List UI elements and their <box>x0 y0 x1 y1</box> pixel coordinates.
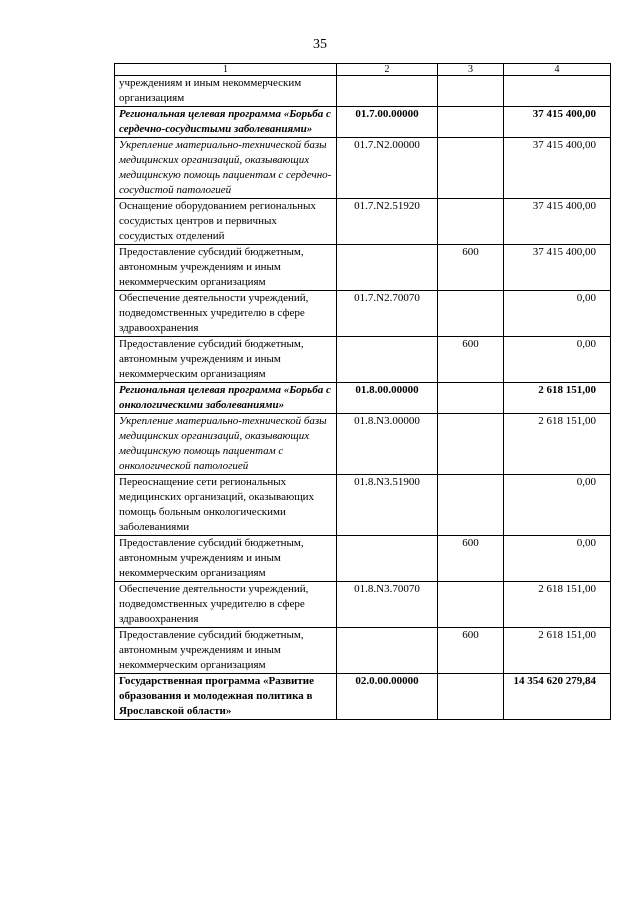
row-name-cell: Укрепление материально-технической базы медицинских организаций, оказывающих медицинскую помощь пациентам с онкологической патологией <box>115 414 337 475</box>
row-code-cell: 01.7.N2.51920 <box>337 199 438 245</box>
row-amount-cell: 0,00 <box>504 291 611 337</box>
table-row <box>115 536 611 582</box>
table-row <box>115 414 611 475</box>
row-name-cell: Предоставление субсидий бюджетным, автономным учреждениям и иным некоммерческим организациям <box>115 245 337 291</box>
table-row <box>115 628 611 674</box>
column-header-1: 1 <box>115 64 337 76</box>
row-amount-cell: 2 618 151,00 <box>504 582 611 628</box>
row-type-cell <box>438 107 504 138</box>
table-row <box>115 76 611 107</box>
row-amount-cell: 37 415 400,00 <box>504 107 611 138</box>
row-amount-cell: 2 618 151,00 <box>504 628 611 674</box>
row-name-cell: учреждениям и иным некоммерческим организациям <box>115 76 337 107</box>
column-header-3: 3 <box>438 64 504 76</box>
row-type-cell: 600 <box>438 337 504 383</box>
row-type-cell <box>438 291 504 337</box>
row-amount-cell: 0,00 <box>504 536 611 582</box>
row-type-cell <box>438 199 504 245</box>
budget-table <box>114 63 611 720</box>
row-name-cell: Государственная программа «Развитие образования и молодежная политика в Ярославской области» <box>115 674 337 720</box>
table-row <box>115 383 611 414</box>
row-type-cell: 600 <box>438 536 504 582</box>
row-type-cell <box>438 582 504 628</box>
row-type-cell <box>438 414 504 475</box>
table-row <box>115 337 611 383</box>
row-amount-cell: 14 354 620 279,84 <box>504 674 611 720</box>
table-body <box>115 76 611 720</box>
row-type-cell <box>438 674 504 720</box>
table-row <box>115 245 611 291</box>
row-type-cell: 600 <box>438 628 504 674</box>
row-name-cell: Региональная целевая программа «Борьба с онкологическими заболеваниями» <box>115 383 337 414</box>
row-code-cell <box>337 536 438 582</box>
row-name-cell: Обеспечение деятельности учреждений, подведомственных учредителю в сфере здравоохранения <box>115 582 337 628</box>
column-header-4: 4 <box>504 64 611 76</box>
row-name-cell: Предоставление субсидий бюджетным, автономным учреждениям и иным некоммерческим организациям <box>115 536 337 582</box>
row-code-cell <box>337 628 438 674</box>
row-amount-cell: 37 415 400,00 <box>504 245 611 291</box>
row-code-cell: 02.0.00.00000 <box>337 674 438 720</box>
row-code-cell: 01.7.N2.00000 <box>337 138 438 199</box>
row-code-cell: 01.7.N2.70070 <box>337 291 438 337</box>
row-amount-cell <box>504 76 611 107</box>
table-row <box>115 291 611 337</box>
table-row <box>115 674 611 720</box>
table-row <box>115 475 611 536</box>
row-type-cell: 600 <box>438 245 504 291</box>
row-type-cell <box>438 138 504 199</box>
row-name-cell: Региональная целевая программа «Борьба с сердечно-сосудистыми заболеваниями» <box>115 107 337 138</box>
row-code-cell <box>337 337 438 383</box>
row-amount-cell: 37 415 400,00 <box>504 199 611 245</box>
row-name-cell: Оснащение оборудованием региональных сосудистых центров и первичных сосудистых отделений <box>115 199 337 245</box>
row-amount-cell: 2 618 151,00 <box>504 383 611 414</box>
row-code-cell <box>337 245 438 291</box>
row-amount-cell: 0,00 <box>504 475 611 536</box>
row-code-cell: 01.8.N3.70070 <box>337 582 438 628</box>
row-amount-cell: 37 415 400,00 <box>504 138 611 199</box>
row-type-cell <box>438 475 504 536</box>
row-name-cell: Предоставление субсидий бюджетным, автономным учреждениям и иным некоммерческим организациям <box>115 628 337 674</box>
row-code-cell: 01.8.00.00000 <box>337 383 438 414</box>
row-type-cell <box>438 383 504 414</box>
table-row <box>115 199 611 245</box>
row-code-cell: 01.8.N3.00000 <box>337 414 438 475</box>
table-row <box>115 582 611 628</box>
row-name-cell: Переоснащение сети региональных медицинских организаций, оказывающих помощь больным онкологическими заболеваниями <box>115 475 337 536</box>
row-amount-cell: 0,00 <box>504 337 611 383</box>
row-code-cell <box>337 76 438 107</box>
row-type-cell <box>438 76 504 107</box>
table-row <box>115 107 611 138</box>
page-number: 35 <box>313 37 327 52</box>
table-row <box>115 138 611 199</box>
row-name-cell: Обеспечение деятельности учреждений, подведомственных учредителю в сфере здравоохранения <box>115 291 337 337</box>
row-amount-cell: 2 618 151,00 <box>504 414 611 475</box>
header-row <box>115 64 611 76</box>
row-code-cell: 01.7.00.00000 <box>337 107 438 138</box>
row-name-cell: Укрепление материально-технической базы медицинских организаций, оказывающих медицинскую помощь пациентам с сердечно-сосудистой патологией <box>115 138 337 199</box>
row-name-cell: Предоставление субсидий бюджетным, автономным учреждениям и иным некоммерческим организациям <box>115 337 337 383</box>
column-header-2: 2 <box>337 64 438 76</box>
row-code-cell: 01.8.N3.51900 <box>337 475 438 536</box>
